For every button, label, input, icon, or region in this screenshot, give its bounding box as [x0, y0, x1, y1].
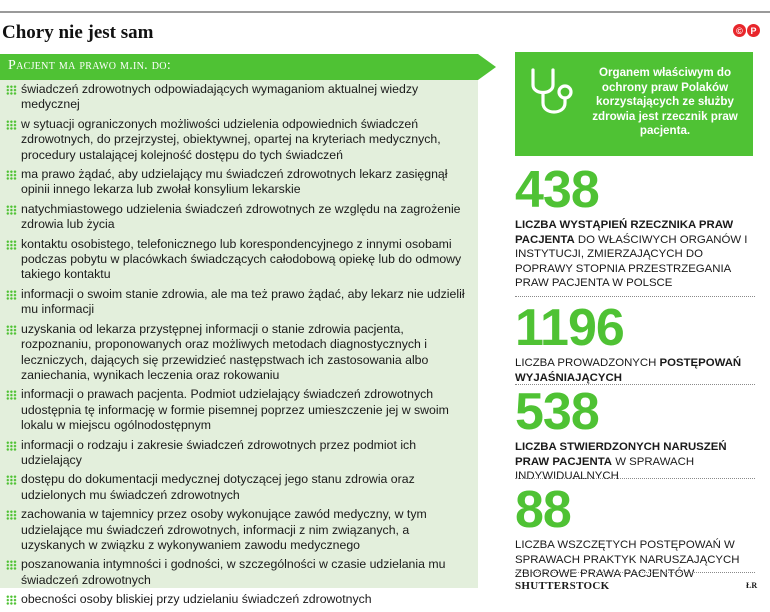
dot-grid-bullet-icon — [6, 560, 17, 570]
stat-number: 438 — [515, 161, 599, 219]
list-item — [6, 117, 466, 163]
stat-collective-proceedings — [515, 481, 760, 582]
list-item-text: zachowania w tajemnicy przez osoby wykonujące zawód medyczny, w tym udzielające mu świadczeń zdrowotnych, informacji z nim związanych, a uzyskanych w związku z wykonywaniem zawodu medycznego — [21, 507, 427, 552]
stat-description-bold: LICZBA WYSTĄPIEŃ RZECZNIKA PRAW PACJENTA — [515, 219, 734, 246]
stat-number: 1196 — [515, 299, 624, 357]
list-item — [6, 507, 466, 553]
rights-list — [6, 82, 466, 612]
list-item — [6, 472, 466, 503]
stat-description-rest: W SPRAWACH INDYWIDUALNYCH — [515, 455, 695, 483]
list-item — [6, 237, 466, 283]
stethoscope-icon — [523, 65, 581, 123]
page-title: Chory nie jest sam — [2, 22, 154, 43]
dot-grid-bullet-icon — [6, 120, 17, 130]
list-item — [6, 387, 466, 433]
divider — [515, 572, 755, 573]
list-item-text: świadczeń zdrowotnych odpowiadających wymaganiom aktualnej wiedzy medycznej — [21, 82, 419, 112]
list-item-text: obecności osoby bliskiej przy udzielaniu świadczeń zdrowotnych — [21, 592, 372, 607]
dot-grid-bullet-icon — [6, 510, 17, 520]
stat-description-rest: DO WŁAŚCIWYCH ORGANÓW I INSTYTUCJI, ZMIERZAJĄCYCH DO POPRAWY STOPNIA PRZESTRZEGANIA PRAW PACJENTA W POLSCE — [515, 233, 748, 290]
dot-grid-bullet-icon — [6, 170, 17, 180]
dot-grid-bullet-icon — [6, 441, 17, 451]
divider — [515, 296, 755, 297]
top-rule — [0, 11, 770, 13]
dot-grid-bullet-icon — [6, 475, 17, 485]
list-item — [6, 287, 466, 318]
logo-p-mark: P — [747, 24, 760, 37]
dot-grid-bullet-icon — [6, 595, 17, 605]
rights-header-text: Pacjent ma prawo m.in. do: — [8, 58, 172, 73]
dot-grid-bullet-icon — [6, 85, 17, 95]
list-item — [6, 82, 466, 113]
stat-proceedings — [515, 299, 760, 385]
rights-header — [0, 54, 478, 80]
stat-description — [515, 218, 760, 291]
list-item-text: natychmiastowego udzielenia świadczeń zdrowotnych ze względu na zagrożenie zdrowia lub życia — [21, 201, 461, 232]
list-item-text: informacji o rodzaju i zakresie świadczeń zdrowotnych przez podmiot ich udzielający — [21, 437, 417, 467]
list-item — [6, 202, 466, 233]
list-item — [6, 167, 466, 198]
dot-grid-bullet-icon — [6, 205, 17, 215]
stat-interventions — [515, 161, 760, 291]
stat-description-bold: POSTĘPOWAŃ WYJAŚNIAJĄCYCH — [515, 357, 742, 384]
dot-grid-bullet-icon — [6, 290, 17, 300]
ombudsman-callout — [515, 52, 753, 156]
list-item-text: ma prawo żądać, aby udzielający mu świadczeń zdrowotnych lekarz zasięgnął opinii innego lekarza lub zwołał konsylium lekarskie — [21, 167, 448, 197]
list-item-text: informacji o swoim stanie zdrowia, ale ma też prawo żądać, aby lekarz nie udzielił mu informacji — [21, 286, 465, 317]
author-initials: ŁR — [746, 581, 758, 590]
list-item-text: informacji o prawach pacjenta. Podmiot udzielający świadczeń zdrowotnych udostępnia tę informację w formie pisemnej poprzez umieszczenie jej w swoim lokalu w miejscu ogólnodostępnym — [21, 387, 449, 433]
dot-grid-bullet-icon — [6, 390, 17, 400]
stat-description: LICZBA WSZCZĘTYCH POSTĘPOWAŃ W SPRAWACH PRAKTYK NARUSZAJĄCYCH ZBIOROWE PRAWA PACJENTÓW — [515, 539, 740, 581]
stat-description — [515, 356, 760, 385]
photo-source: SHUTTERSTOCK — [515, 580, 610, 592]
list-item-text: dostępu do dokumentacji medycznej dotyczącej jego stanu zdrowia oraz udzielonych mu świadczeń zdrowotnych — [21, 472, 415, 502]
stat-number: 88 — [515, 481, 571, 539]
stat-violations — [515, 383, 760, 484]
divider — [515, 478, 755, 479]
callout-text: Organem właściwym do ochrony praw Polaków korzystających ze służby zdrowia jest rzecznik praw pacjenta. — [592, 66, 738, 138]
publisher-logo — [733, 24, 760, 37]
logo-copyright-mark: © — [733, 24, 746, 37]
list-item-text: kontaktu osobistego, telefonicznego lub korespondencyjnego z innymi osobami podczas pobytu w placówkach świadczących całodobową opiekę lub do odmowy takiego kontaktu — [21, 236, 462, 282]
stat-description-lead: LICZBA PROWADZONYCH — [515, 357, 660, 369]
stat-number: 538 — [515, 383, 599, 441]
list-item — [6, 557, 466, 588]
dot-grid-bullet-icon — [6, 240, 17, 250]
list-item — [6, 322, 466, 384]
list-item-text: uzyskania od lekarza przystępnej informacji o stanie zdrowia pacjenta, rozpoznaniu, proponowanych oraz możliwych metodach diagnostycznych i leczniczych, dających się przewidzieć następstwach ich zastosowania albo zaniechania, wynikach leczenia oraz rokowaniu — [21, 321, 429, 382]
list-item — [6, 438, 466, 469]
list-item — [6, 592, 466, 607]
list-item-text: poszanowania intymności i godności, w szczególności w czasie udzielania mu świadczeń zdrowotnych — [21, 557, 446, 587]
stat-description-bold: LICZBA STWIERDZONYCH NARUSZEŃ PRAW PACJENTA — [515, 441, 727, 468]
list-item-text: w sytuacji ograniczonych możliwości udzielenia odpowiednich świadczeń zdrowotnych, do przejrzystej, obiektywnej, opartej na kryteriach medycznych, procedury ustalającej kolejność dostępu do tych świadczeń — [21, 116, 441, 162]
dot-grid-bullet-icon — [6, 325, 17, 335]
header-arrow-icon — [478, 54, 496, 80]
